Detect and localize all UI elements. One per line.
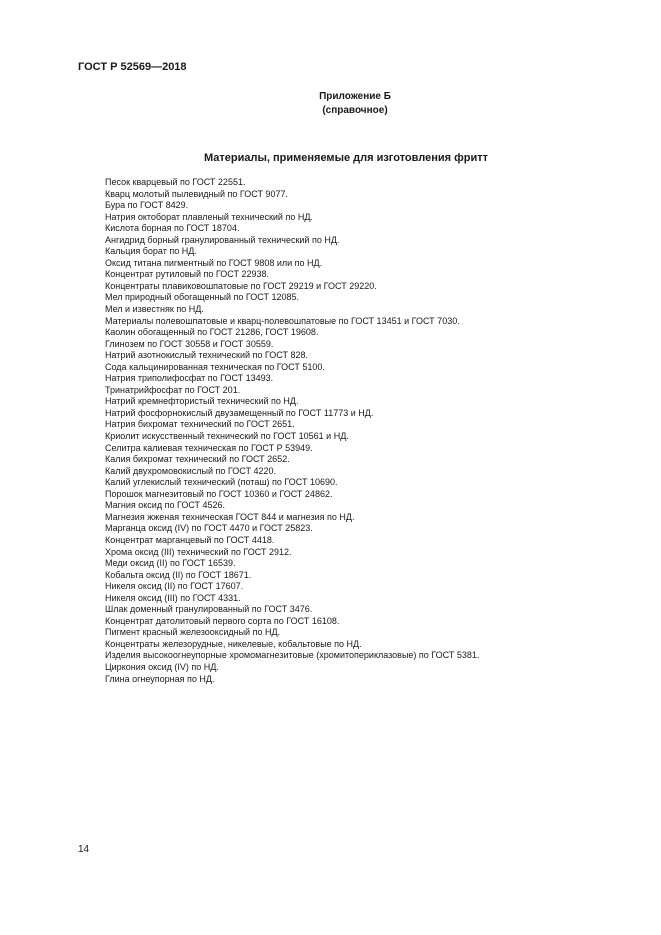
material-item: Кварц молотый пылевидный по ГОСТ 9077.	[105, 188, 288, 199]
material-item: Криолит искусственный технический по ГОСТ 10561 и НД.	[105, 431, 349, 442]
material-item: Кальция борат по НД.	[105, 246, 197, 257]
material-item: Никеля оксид (II) по ГОСТ 17607.	[105, 581, 244, 592]
page-number: 14	[78, 844, 90, 855]
material-item: Концентрат датолитовый первого сорта по ГОСТ 16108.	[105, 615, 340, 626]
material-item: Натрий фосфорнокислый двузамещенный по ГОСТ 11773 и НД.	[105, 407, 374, 418]
material-item: Бура по ГОСТ 8429.	[105, 200, 189, 211]
material-item: Магния оксид по ГОСТ 4526.	[105, 500, 226, 511]
material-item: Концентраты железорудные, никелевые, кобальтовые по НД.	[105, 638, 362, 649]
material-item: Марганца оксид (IV) по ГОСТ 4470 и ГОСТ 25823.	[105, 523, 313, 534]
material-item: Пигмент красный железооксидный по НД.	[105, 627, 281, 638]
material-item: Калия бихромат технический по ГОСТ 2652.	[105, 454, 290, 465]
material-item: Оксид титана пигментный по ГОСТ 9808 или по НД.	[105, 257, 323, 268]
material-item: Изделия высокоогнеупорные хромомагнезитовые (хромитопериклазовые) по ГОСТ 5381.	[105, 650, 480, 661]
document-code: ГОСТ Р 52569—2018	[78, 61, 187, 73]
material-item: Концентрат рутиловый по ГОСТ 22938.	[105, 269, 269, 280]
material-item: Циркония оксид (IV) по НД.	[105, 661, 219, 672]
material-item: Селитра калиевая техническая по ГОСТ Р 53949.	[105, 442, 313, 453]
section-title: Материалы, применяемые для изготовления фритт	[204, 152, 488, 164]
material-item: Сода кальцинированная техническая по ГОСТ 5100.	[105, 361, 325, 372]
materials-list	[105, 177, 479, 685]
material-item: Кобальта оксид (II) по ГОСТ 18671.	[105, 569, 252, 580]
material-item: Калий углекислый технический (поташ) по ГОСТ 10690.	[105, 477, 338, 488]
material-item: Натрия бихромат технический по ГОСТ 2651.	[105, 419, 295, 430]
material-item: Тринатрийфосфат по ГОСТ 201.	[105, 384, 241, 395]
material-item: Материалы полевошпатовые и кварц-полевошпатовые по ГОСТ 13451 и ГОСТ 7030.	[105, 315, 460, 326]
material-item: Порошок магнезитовый по ГОСТ 10360 и ГОСТ 24862.	[105, 488, 333, 499]
material-item: Натрий кремнефтористый технический по НД.	[105, 396, 299, 407]
material-item: Песок кварцевый по ГОСТ 22551.	[105, 177, 246, 187]
material-item: Калий двухромовокислый по ГОСТ 4220.	[105, 465, 276, 476]
material-item: Каолин обогащенный по ГОСТ 21286, ГОСТ 19608.	[105, 327, 319, 338]
material-item: Шлак доменный гранулированный по ГОСТ 3476.	[105, 604, 313, 615]
material-item: Мел природный обогащенный по ГОСТ 12085.	[105, 292, 299, 303]
material-item: Магнезия жженая техническая ГОСТ 844 и магнезия по НД.	[105, 511, 355, 522]
material-item: Концентраты плавиковошпатовые по ГОСТ 29219 и ГОСТ 29220.	[105, 280, 377, 291]
material-item: Концентрат марганцевый по ГОСТ 4418.	[105, 534, 275, 545]
material-item: Кислота борная по ГОСТ 18704.	[105, 223, 240, 234]
appendix-subtitle: (справочное)	[322, 105, 388, 116]
material-item: Меди оксид (II) по ГОСТ 16539.	[105, 558, 236, 569]
material-item: Натрий азотнокислый технический по ГОСТ 828.	[105, 350, 309, 361]
material-item: Натрия триполифосфат по ГОСТ 13493.	[105, 373, 274, 384]
material-item: Хрома оксид (III) технический по ГОСТ 2912.	[105, 546, 292, 557]
material-item: Глина огнеупорная по НД.	[105, 673, 215, 684]
material-item: Натрия октоборат плавленый технический по НД.	[105, 211, 313, 222]
material-item: Мел и известняк по НД.	[105, 304, 204, 315]
appendix-title: Приложение Б	[319, 91, 391, 102]
material-item: Ангидрид борный гранулированный технический по НД.	[105, 234, 340, 245]
material-item: Никеля оксид (III) по ГОСТ 4331.	[105, 592, 241, 603]
material-item: Глинозем по ГОСТ 30558 и ГОСТ 30559.	[105, 338, 274, 349]
